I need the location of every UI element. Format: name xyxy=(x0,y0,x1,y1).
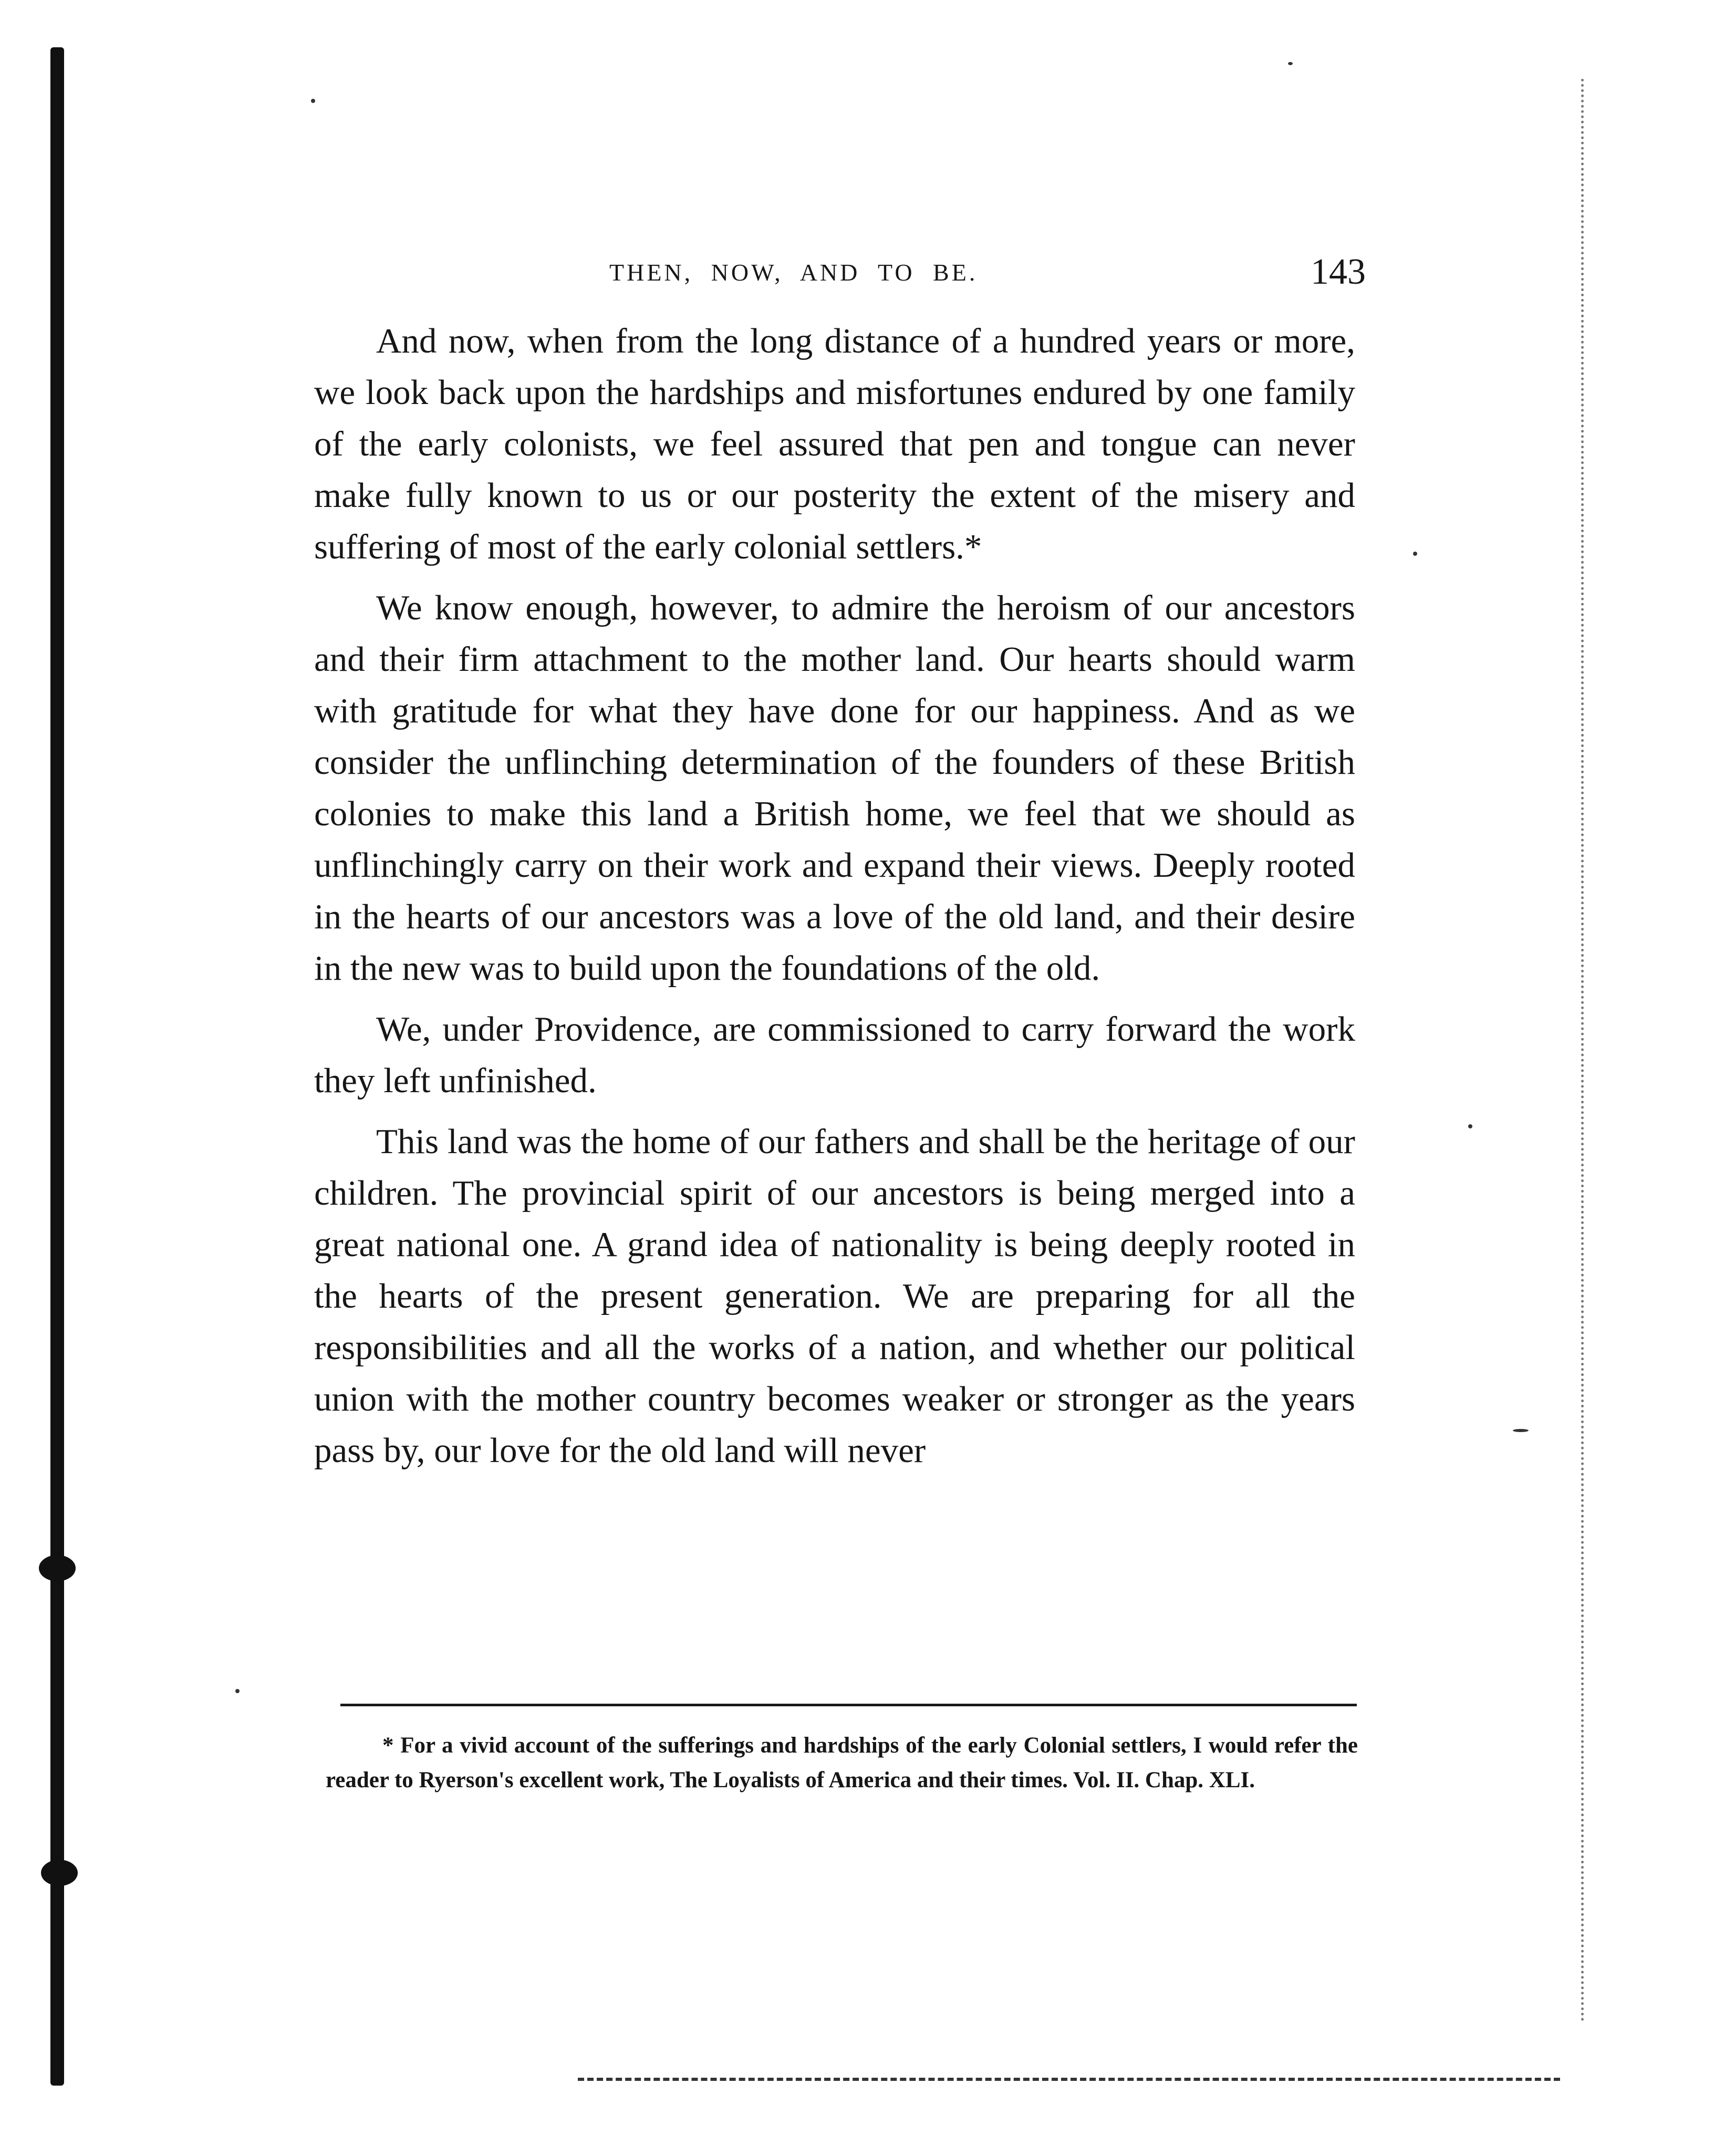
bottom-rule xyxy=(578,2078,1560,2081)
right-margin-rule xyxy=(1581,79,1584,2023)
paragraph: We know enough, however, to admire the heroism of our ancestors and their firm attachment to the mother land. Our hearts should warm with gratitude for what they have done for our happiness. And as we consider the unflinching determination of the founders of these British colonies to make this land a British home, we feel that we should as unflinchingly carry on their work and expand their views. Deeply rooted in the hearts of our ancestors was a love of the old land, and their desire in the new was to build upon the foundations of the old. xyxy=(314,588,1355,988)
footnote-rule xyxy=(340,1704,1357,1706)
scan-speck xyxy=(1288,62,1293,65)
scan-speck xyxy=(235,1689,240,1693)
paragraph: We, under Providence, are commissioned to carry forward the work they left unfinished. xyxy=(314,1010,1355,1100)
scan-speck xyxy=(311,99,315,103)
paragraph: And now, when from the long distance of a hundred years or more, we look back upon the hardships and misfortunes endured by one family of the early colonists, we feel assured that pen and tongue can never make fully known to us or our posterity the extent of the misery and suffering of most of the early colonial settlers.* xyxy=(314,322,1355,566)
running-title: THEN, NOW, AND TO BE. xyxy=(609,259,978,286)
running-head xyxy=(315,251,1366,293)
body-text xyxy=(314,315,1355,1486)
scan-speck xyxy=(1413,552,1417,556)
scan-speck xyxy=(1468,1124,1472,1128)
footnote: * For a vivid account of the sufferings and hardships of the early Colonial settlers, I would refer the reader to Ryerson's excellent work, The Loyalists of America and their times. Vol. II. Chap. XLI. xyxy=(326,1733,1358,1792)
page-number: 143 xyxy=(1311,252,1366,292)
binding-edge xyxy=(50,47,64,2086)
binding-knob xyxy=(39,1555,76,1581)
paragraph: This land was the home of our fathers and shall be the heritage of our children. The provincial spirit of our ancestors is being merged into a great national one. A grand idea of nationality is being deeply rooted in the hearts of the present generation. We are preparing for all the responsibilities and all the works of a nation, and whether our political union with the mother country becomes weaker or stronger as the years pass by, our love for the old land will never xyxy=(314,1122,1355,1470)
binding-knob xyxy=(41,1860,78,1886)
scan-speck xyxy=(1513,1429,1529,1432)
